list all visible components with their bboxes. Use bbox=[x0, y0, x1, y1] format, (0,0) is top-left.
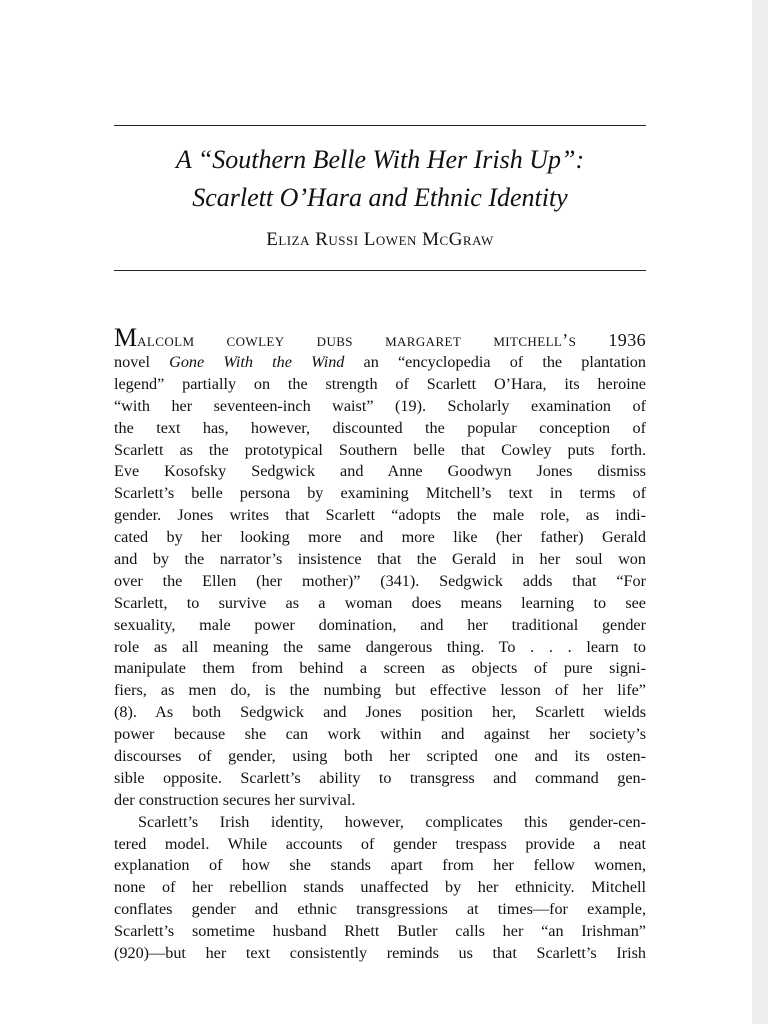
body-line: Eve Kosofsky Sedgwick and Anne Goodwyn Jones dismiss bbox=[114, 462, 646, 481]
body-line: sible opposite. Scarlett’s ability to transgress and command gen- bbox=[114, 768, 646, 787]
body-line: fiers, as men do, is the numbing but effective lesson of her life” bbox=[114, 681, 646, 700]
body-line: explanation of how she stands apart from her fellow women, bbox=[114, 856, 646, 875]
body-line: Scarlett, to survive as a woman does means learning to see bbox=[114, 593, 646, 612]
title-bottom-rule bbox=[114, 270, 646, 271]
body-line: der construction secures her survival. bbox=[114, 790, 356, 809]
body-line: “with her seventeen-inch waist” (19). Scholarly examination of bbox=[114, 396, 646, 415]
body-line: Scarlett’s belle persona by examining Mitchell’s text in terms of bbox=[114, 484, 646, 503]
body-line: (920)—but her text consistently reminds us that Scarlett’s Irish bbox=[114, 944, 646, 963]
body-line: legend” partially on the strength of Scarlett O’Hara, its heroine bbox=[114, 374, 646, 393]
text-run: an “encyclopedia of the plantation bbox=[344, 353, 646, 371]
body-line: power because she can work within and against her society’s bbox=[114, 725, 646, 744]
body-line: (8). As both Sedgwick and Jones position her, Scarlett wields bbox=[114, 703, 646, 722]
article-title-line-1: A “Southern Belle With Her Irish Up”: bbox=[175, 145, 585, 174]
article-title-line-2: Scarlett O’Hara and Ethnic Identity bbox=[192, 183, 568, 212]
book-title: Gone With the Wind bbox=[169, 353, 345, 371]
body-line: over the Ellen (her mother)” (341). Sedgwick adds that “For bbox=[114, 571, 646, 590]
body-line: and by the narrator’s insistence that the Gerald in her soul won bbox=[114, 550, 646, 569]
paragraph-1-line-2 bbox=[114, 352, 646, 374]
body-line: tered model. While accounts of gender trespass provide a neat bbox=[114, 834, 646, 853]
article-body bbox=[114, 324, 646, 965]
body-line: conflates gender and ethnic transgressions at times—for example, bbox=[114, 900, 646, 919]
body-line: Scarlett’s sometime husband Rhett Butler calls her “an Irishman” bbox=[114, 922, 646, 941]
text-run: novel bbox=[114, 353, 170, 371]
body-line: gender. Jones writes that Scarlett “adopts the male role, as indi- bbox=[114, 506, 646, 525]
article-author: Eliza Russi Lowen McGraw bbox=[266, 229, 494, 250]
body-line: role as all meaning the same dangerous thing. To . . . learn to bbox=[114, 637, 646, 656]
body-line: Scarlett as the prototypical Southern belle that Cowley puts forth. bbox=[114, 440, 646, 459]
body-line: sexuality, male power domination, and her traditional gender bbox=[114, 615, 646, 634]
drop-cap: M bbox=[114, 324, 138, 352]
body-line: manipulate them from behind a screen as objects of pure signi- bbox=[114, 659, 646, 678]
title-top-rule bbox=[114, 125, 646, 126]
paragraph-1-line-1 bbox=[114, 324, 646, 352]
body-line: the text has, however, discounted the popular conception of bbox=[114, 418, 646, 437]
page-gutter bbox=[752, 0, 768, 1024]
opening-small-caps: alcolm cowley dubs margaret mitchell’s 1936 bbox=[137, 330, 646, 350]
paragraph-2-line: Scarlett’s Irish identity, however, complicates this gender-cen- bbox=[138, 812, 646, 831]
body-line: discourses of gender, using both her scripted one and its osten- bbox=[114, 747, 646, 766]
body-line: none of her rebellion stands unaffected by her ethnicity. Mitchell bbox=[114, 878, 646, 897]
body-line: cated by her looking more and more like (her father) Gerald bbox=[114, 528, 646, 547]
